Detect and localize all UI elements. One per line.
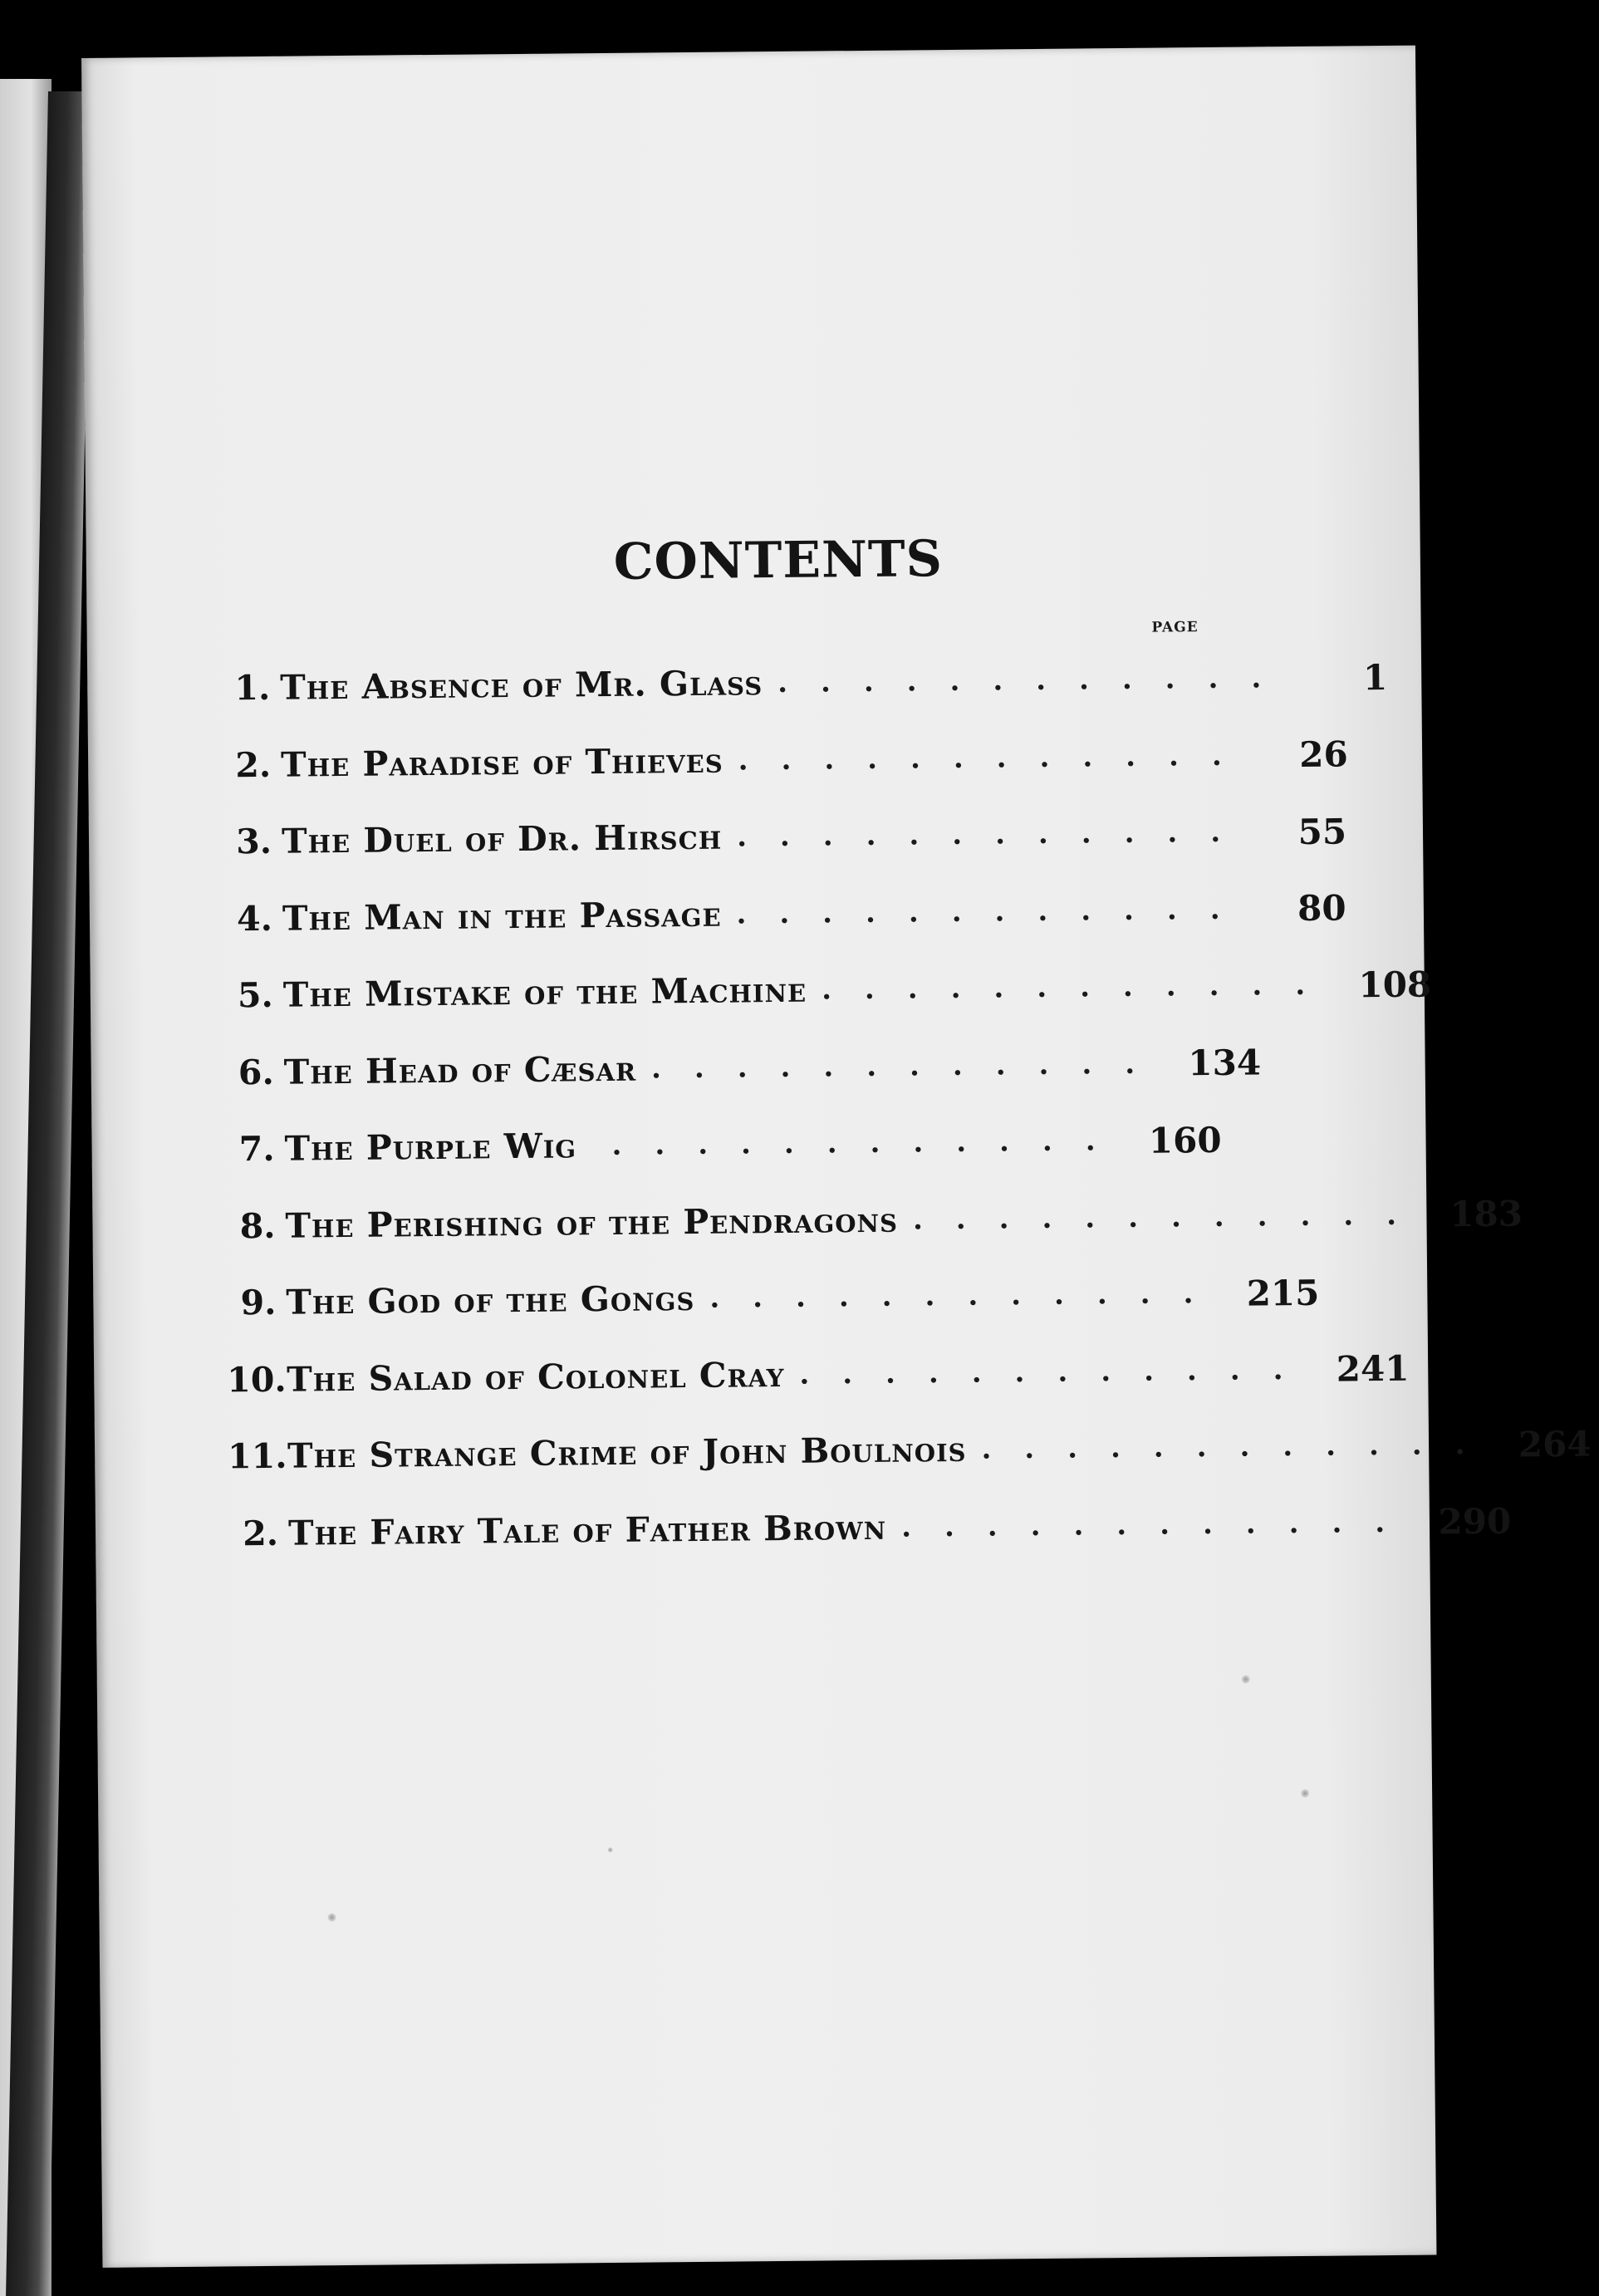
toc-entry [223, 871, 1346, 957]
toc-entry [223, 948, 1432, 1034]
dot-leader: ............ [777, 661, 1295, 700]
chapter-title: The Strange Crime of John Boulnois [287, 1430, 967, 1476]
chapter-number: 8. [239, 1205, 276, 1246]
contents-page [81, 46, 1592, 2268]
chapter-title: The Mistake of the Machine [282, 969, 807, 1015]
page-number: 241 [1336, 1347, 1410, 1390]
page-number: 26 [1298, 733, 1348, 776]
toc-entry [227, 1409, 1592, 1495]
toc-entry [226, 1255, 1320, 1342]
chapter-title: The Salad of Colonel Cray [287, 1354, 785, 1400]
chapter-title: The Perishing of the Pendragons [285, 1200, 899, 1246]
page-number: 80 [1297, 887, 1346, 930]
chapter-number: 6. [238, 1052, 274, 1092]
dot-leader: ............ [900, 1505, 1419, 1544]
toc-entry [223, 1024, 1262, 1111]
chapter-number: 3. [236, 822, 272, 862]
toc-entry [222, 794, 1347, 881]
toc-entry [220, 640, 1388, 727]
chapter-number: 11. [227, 1435, 287, 1477]
chapter-title: The Absence of Mr. Glass [280, 663, 763, 708]
chapter-number: 1. [234, 668, 271, 709]
page-number: 1 [1362, 656, 1388, 698]
paper-speck [1301, 1789, 1309, 1798]
chapter-number: 7. [238, 1129, 275, 1170]
chapter-number: 9. [240, 1283, 277, 1323]
page-number: 160 [1148, 1119, 1222, 1161]
toc-entry [221, 717, 1348, 803]
paper-speck [1242, 1675, 1250, 1684]
toc-entry [224, 1101, 1222, 1188]
dot-leader: ............ [736, 815, 1254, 854]
page-number: 108 [1358, 964, 1432, 1006]
contents-heading: CONTENTS [613, 530, 944, 591]
page-number: 215 [1246, 1272, 1320, 1314]
page-column-label: PAGE [1151, 619, 1199, 636]
chapter-number: 5. [237, 975, 274, 1016]
dot-leader: ............ [611, 1124, 1129, 1163]
paper-speck [327, 1913, 336, 1921]
chapter-title: The Paradise of Thieves [280, 740, 723, 785]
toc-entry [227, 1332, 1410, 1418]
chapter-title: The Purple Wig [284, 1126, 577, 1169]
dot-leader: ............ [738, 738, 1255, 778]
chapter-number: 4. [236, 898, 273, 939]
chapter-title: The Man in the Passage [282, 894, 722, 939]
page-number: 264 [1518, 1423, 1592, 1465]
dot-leader: ............ [821, 968, 1339, 1007]
dot-leader: ............ [736, 892, 1253, 931]
toc-entry [228, 1485, 1512, 1572]
chapter-title: The Fairy Tale of Father Brown [287, 1507, 887, 1553]
dot-leader: ............ [799, 1352, 1317, 1391]
page-number: 290 [1438, 1500, 1512, 1543]
page-number: 55 [1297, 811, 1347, 852]
paper-speck [608, 1847, 613, 1852]
chapter-title: The Duel of Dr. Hirsch [281, 817, 723, 861]
dot-leader: ............ [912, 1198, 1430, 1237]
chapter-number: 2. [235, 744, 272, 786]
page-number: 183 [1449, 1193, 1523, 1235]
chapter-title: The God of the Gongs [286, 1278, 695, 1322]
table-of-contents [220, 640, 1592, 1572]
page-number: 134 [1188, 1042, 1262, 1084]
dot-leader: ............ [650, 1047, 1169, 1086]
chapter-number: 2. [243, 1513, 279, 1553]
toc-entry [225, 1178, 1523, 1264]
dot-leader: ............ [981, 1427, 1498, 1466]
chapter-number: 10. [227, 1359, 287, 1401]
chapter-title: The Head of Cæsar [283, 1048, 637, 1092]
dot-leader: ............ [709, 1277, 1227, 1316]
